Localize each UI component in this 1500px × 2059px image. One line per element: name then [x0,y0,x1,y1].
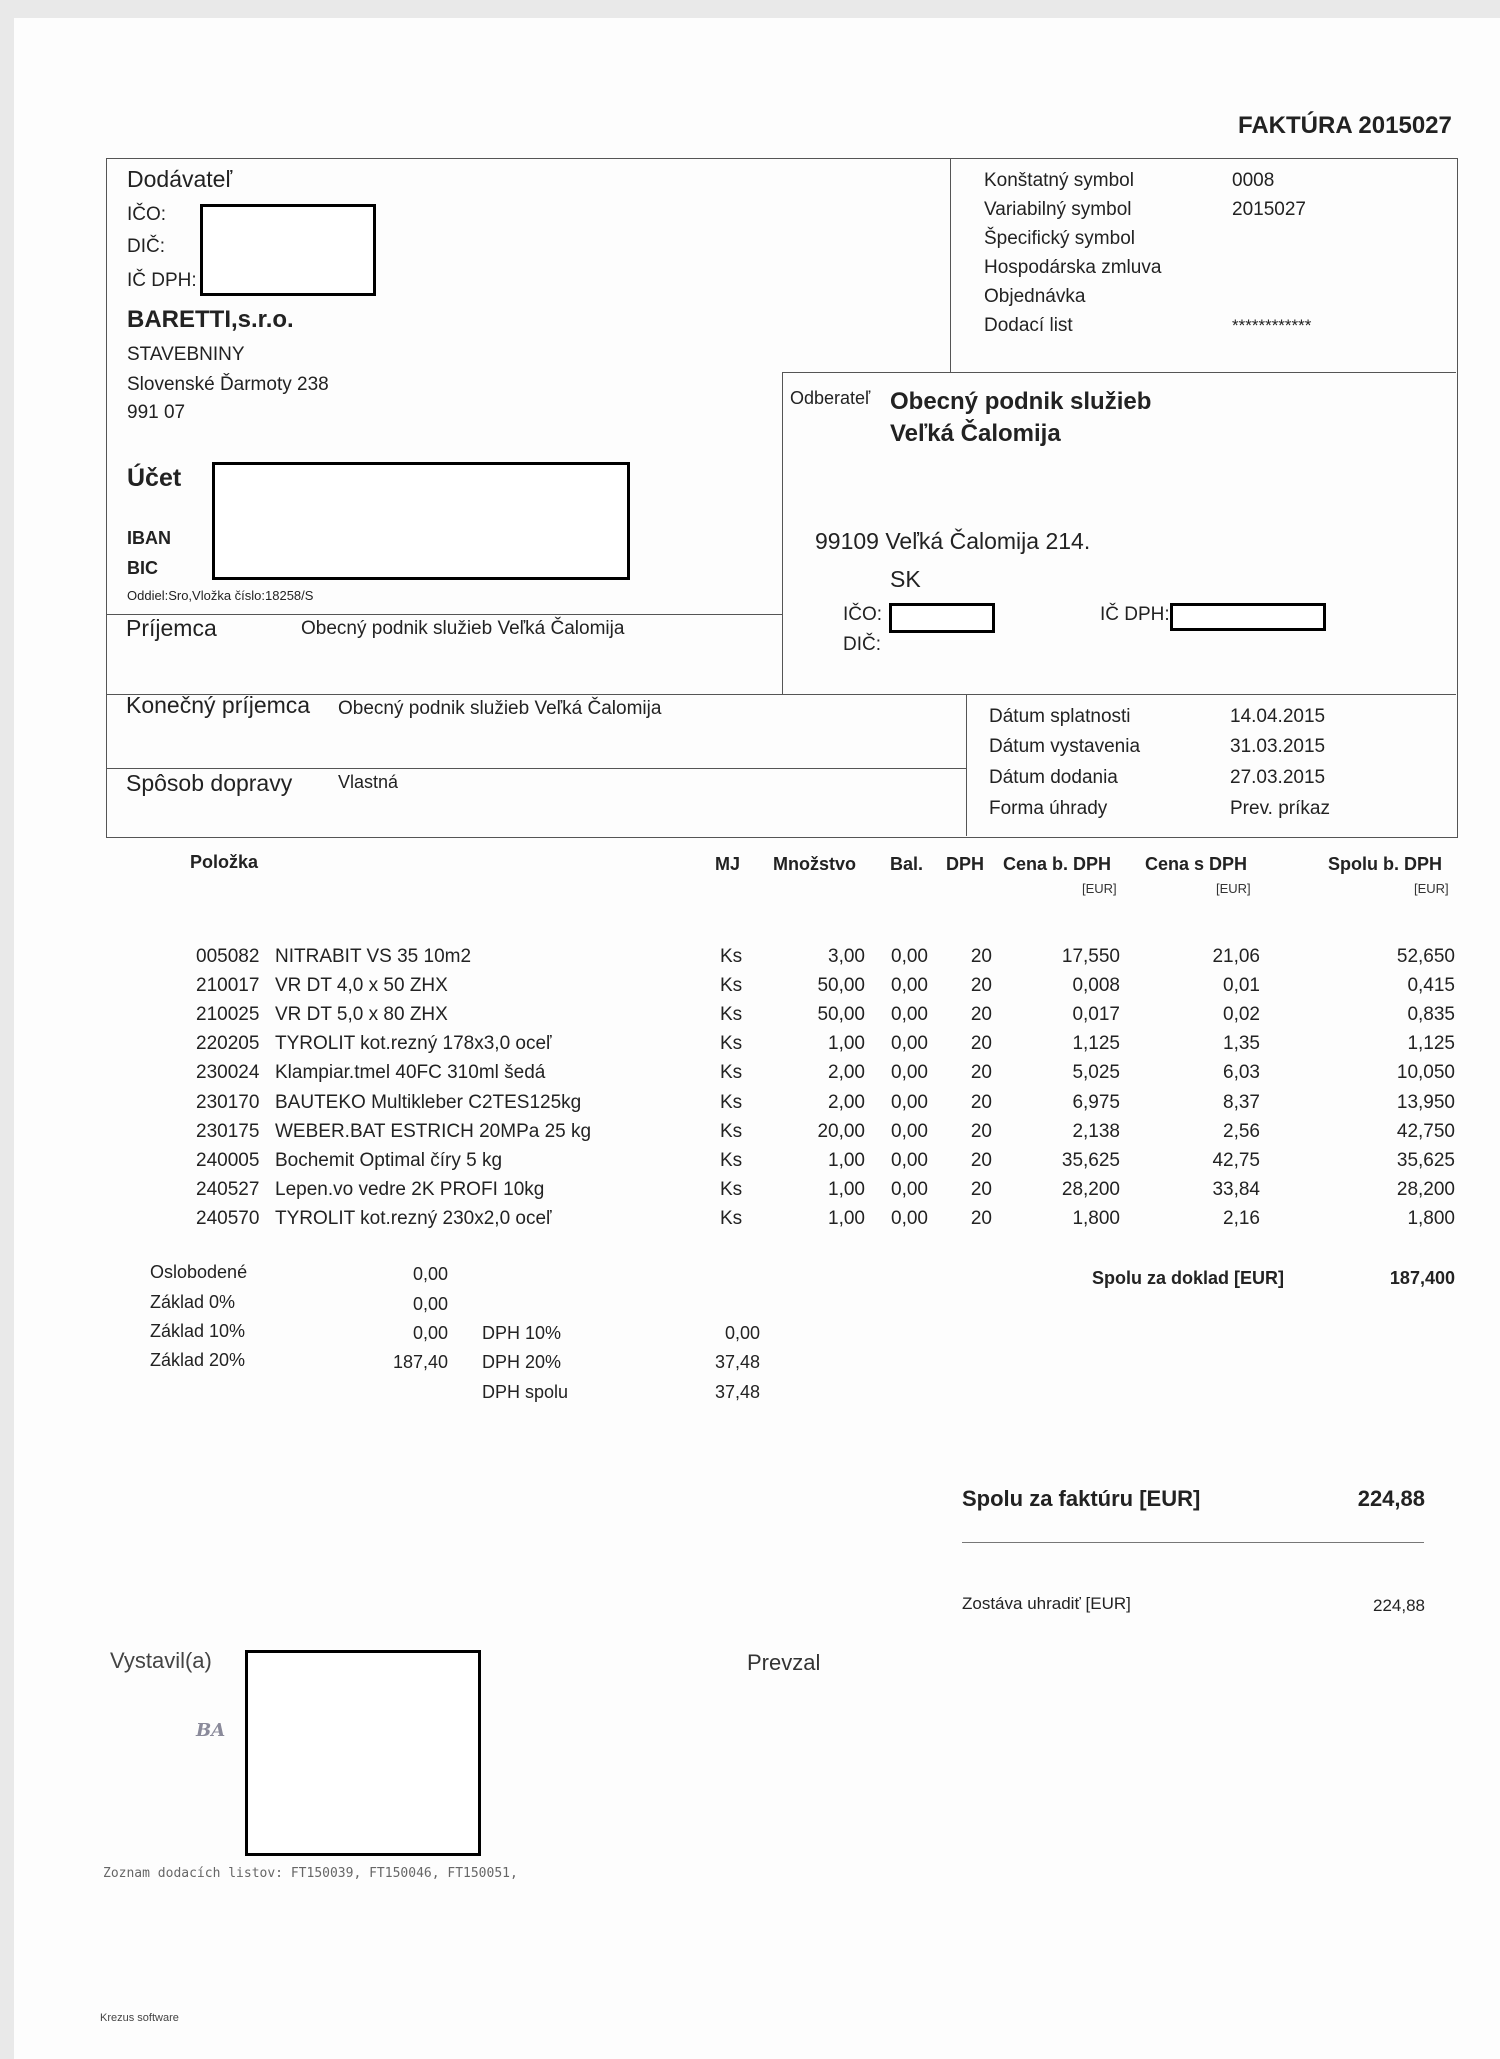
cell-mj: Ks [720,1178,743,1200]
cell-name: Lepen.vo vedre 2K PROFI 10kg [275,1178,545,1200]
header-eur: [EUR] [1216,881,1251,896]
redacted-customer-ico [889,603,995,633]
cell-price-ex: 35,625 [1061,1149,1120,1171]
cell-qty: 1,00 [828,1178,865,1200]
header-qty: Množstvo [773,854,856,874]
cell-bal: 0,00 [891,1033,928,1055]
symbol-label: Špecifický symbol [984,228,1135,249]
redacted-customer-icdph [1170,603,1326,631]
cell-total: 0,835 [1407,1004,1455,1026]
cell-bal: 0,00 [891,1207,928,1229]
cell-price-inc: 0,01 [1223,975,1260,997]
cell-mj: Ks [720,1062,743,1084]
stamp-fragment: BA [196,1720,226,1741]
cell-code: 240005 [196,1149,260,1171]
cell-bal: 0,00 [891,1062,928,1084]
redacted-account [212,462,630,580]
doc-total-label: Spolu za doklad [EUR] [1092,1268,1285,1288]
table-row [0,1179,1500,1208]
software-credit: Krezus software [100,2012,179,2024]
date-value: 31.03.2015 [1230,736,1326,757]
customer-country: SK [890,566,921,592]
cell-total: 0,415 [1407,975,1455,997]
table-row [0,1092,1500,1121]
cell-total: 1,800 [1407,1207,1455,1229]
cell-price-ex: 0,008 [1072,975,1120,997]
zaklad10-label: Základ 10% [150,1321,246,1341]
cell-price-inc: 42,75 [1212,1149,1260,1171]
symbol-label: Dodací list [984,315,1073,336]
cell-bal: 0,00 [891,1149,928,1171]
cell-name: NITRABIT VS 35 10m2 [275,946,472,967]
cell-mj: Ks [720,1091,743,1113]
cell-dph: 20 [970,975,992,997]
header-price-ex: Cena b. DPH [1003,854,1112,874]
cell-price-inc: 1,35 [1223,1033,1260,1055]
cell-qty: 50,00 [817,975,865,997]
customer-name1: Obecný podnik služieb [890,388,1152,415]
dph-total-value: 37,48 [714,1382,760,1402]
table-row [0,1208,1500,1237]
table-row [0,946,1500,975]
cell-total: 10,050 [1396,1062,1455,1084]
cell-bal: 0,00 [891,946,928,967]
cell-price-ex: 17,550 [1061,946,1120,967]
cell-price-ex: 0,017 [1072,1004,1120,1026]
table-row [0,1033,1500,1062]
cell-price-inc: 2,16 [1223,1207,1260,1229]
date-value: Prev. príkaz [1230,798,1330,819]
cell-name: VR DT 5,0 x 80 ZHX [275,1004,448,1026]
oslobodene-value: 0,00 [412,1264,448,1284]
customer-label: Odberateľ [790,388,871,408]
header-eur: [EUR] [1414,881,1449,896]
cell-name: VR DT 4,0 x 50 ZHX [275,975,448,997]
zaklad0-value: 0,00 [412,1294,448,1314]
dph10-label: DPH 10% [482,1323,562,1343]
customer-address: 99109 Veľká Čalomija 214. [815,528,1091,554]
cell-code: 005082 [196,946,260,967]
cell-total: 42,750 [1396,1120,1455,1142]
cell-dph: 20 [970,1091,992,1113]
supplier-dic-label: DIČ: [127,236,165,257]
date-value: 14.04.2015 [1230,706,1326,727]
cell-mj: Ks [720,1149,743,1171]
table-row [0,975,1500,1004]
cell-price-ex: 1,800 [1072,1207,1120,1229]
cell-total: 13,950 [1396,1091,1455,1113]
header-bal: Bal. [890,854,924,874]
final-recipient-label: Konečný príjemca [126,692,311,718]
customer-name2: Veľká Čalomija [890,420,1061,447]
cell-name: TYROLIT kot.rezný 178x3,0 oceľ [275,1033,552,1055]
cell-total: 28,200 [1396,1178,1455,1200]
cell-total: 35,625 [1396,1149,1455,1171]
cell-qty: 3,00 [828,946,865,967]
cell-qty: 1,00 [828,1207,865,1229]
invoice-total-value: 224,88 [1357,1486,1425,1511]
cell-code: 230175 [196,1120,260,1142]
header-eur: [EUR] [1082,881,1117,896]
remaining-label: Zostáva uhradiť [EUR] [962,1594,1131,1613]
recipient-value: Obecný podnik služieb Veľká Čalomija [301,618,625,639]
supplier-line2: Slovenské Ďarmoty 238 [127,374,329,395]
supplier-register: Oddiel:Sro,Vložka číslo:18258/S [127,588,314,603]
table-row [0,1004,1500,1033]
symbol-label: Variabilný symbol [984,199,1132,220]
table-row [0,1121,1500,1150]
cell-name: TYROLIT kot.rezný 230x2,0 oceľ [275,1207,552,1229]
dph-total-label: DPH spolu [482,1382,569,1402]
customer-icdph-label: IČ DPH: [1100,604,1170,625]
supplier-heading: Dodávateľ [127,166,233,192]
dph20-value: 37,48 [714,1352,760,1372]
cell-price-inc: 8,37 [1223,1091,1260,1113]
invoice-title: FAKTÚRA 2015027 [1238,112,1452,139]
cell-dph: 20 [970,1004,992,1026]
customer-dic-label: DIČ: [843,634,881,655]
symbol-value: ************ [1232,316,1312,335]
doc-total-value: 187,400 [1389,1268,1455,1288]
symbol-label: Konštatný symbol [984,170,1134,191]
zaklad20-label: Základ 20% [150,1350,246,1370]
cell-code: 230170 [196,1091,260,1113]
issued-by-label: Vystavil(a) [110,1648,212,1673]
account-label: Účet [127,464,182,492]
dph10-value: 0,00 [724,1323,760,1343]
cell-bal: 0,00 [891,975,928,997]
cell-code: 210017 [196,975,260,997]
cell-mj: Ks [720,1120,743,1142]
cell-total: 1,125 [1407,1033,1455,1055]
supplier-name: BARETTI,s.r.o. [127,306,294,333]
cell-name: Bochemit Optimal číry 5 kg [275,1149,503,1171]
cell-mj: Ks [720,975,743,997]
cell-qty: 1,00 [828,1033,865,1055]
cell-mj: Ks [720,1207,743,1229]
symbol-label: Objednávka [984,286,1086,307]
delivery-notes: Zoznam dodacích listov: FT150039, FT150046, FT150051, [103,1866,518,1881]
cell-price-inc: 21,06 [1212,946,1260,967]
zaklad20-value: 187,40 [392,1352,448,1372]
date-label: Dátum dodania [989,767,1118,788]
cell-code: 240527 [196,1178,260,1200]
supplier-icdph-label: IČ DPH: [127,270,197,291]
header-price-inc: Cena s DPH [1145,854,1248,874]
cell-code: 240570 [196,1207,260,1229]
cell-qty: 2,00 [828,1091,865,1113]
cell-qty: 1,00 [828,1149,865,1171]
cell-qty: 50,00 [817,1004,865,1026]
supplier-line3: 991 07 [127,402,186,423]
cell-price-inc: 0,02 [1223,1004,1260,1026]
cell-name: WEBER.BAT ESTRICH 20MPa 25 kg [275,1120,592,1142]
transport-label: Spôsob dopravy [126,770,293,796]
cell-dph: 20 [970,946,992,967]
cell-mj: Ks [720,946,743,967]
cell-bal: 0,00 [891,1178,928,1200]
redacted-signature [245,1650,481,1856]
cell-dph: 20 [970,1033,992,1055]
received-by-label: Prevzal [747,1650,821,1675]
cell-code: 220205 [196,1033,260,1055]
cell-price-ex: 2,138 [1072,1120,1120,1142]
cell-bal: 0,00 [891,1091,928,1113]
date-label: Dátum vystavenia [989,736,1141,757]
customer-ico-label: IČO: [843,604,883,625]
header-dph: DPH [946,854,985,874]
cell-mj: Ks [720,1004,743,1026]
cell-qty: 20,00 [817,1120,865,1142]
cell-bal: 0,00 [891,1120,928,1142]
cell-qty: 2,00 [828,1062,865,1084]
oslobodene-label: Oslobodené [150,1262,248,1282]
table-row [0,1062,1500,1091]
cell-name: Klampiar.tmel 40FC 310ml šedá [275,1062,546,1084]
remaining-value: 224,88 [1373,1596,1425,1615]
recipient-label: Príjemca [126,615,217,641]
cell-dph: 20 [970,1120,992,1142]
cell-name: BAUTEKO Multikleber C2TES125kg [275,1091,582,1113]
cell-price-ex: 28,200 [1061,1178,1120,1200]
invoice-total-label: Spolu za faktúru [EUR] [962,1486,1201,1511]
cell-dph: 20 [970,1207,992,1229]
symbol-value: 2015027 [1232,199,1306,220]
cell-code: 210025 [196,1004,260,1026]
supplier-ico-label: IČO: [127,204,167,225]
cell-dph: 20 [970,1062,992,1084]
cell-dph: 20 [970,1178,992,1200]
supplier-line1: STAVEBNINY [127,344,245,365]
final-recipient-value: Obecný podnik služieb Veľká Čalomija [338,698,662,719]
cell-price-inc: 33,84 [1212,1178,1260,1200]
cell-total: 52,650 [1396,946,1455,967]
bic-label: BIC [127,558,158,578]
header-total-ex: Spolu b. DPH [1328,854,1442,874]
date-label: Dátum splatnosti [989,706,1131,727]
transport-value: Vlastná [338,772,399,792]
cell-price-ex: 5,025 [1072,1062,1120,1084]
cell-code: 230024 [196,1062,260,1084]
cell-bal: 0,00 [891,1004,928,1026]
cell-price-ex: 1,125 [1072,1033,1120,1055]
redacted-supplier-ids [200,204,376,296]
date-value: 27.03.2015 [1230,767,1326,788]
symbol-value: 0008 [1232,170,1275,191]
header-mj: MJ [715,854,741,874]
cell-price-inc: 6,03 [1223,1062,1260,1084]
table-row [0,1150,1500,1179]
date-label: Forma úhrady [989,798,1108,819]
dph20-label: DPH 20% [482,1352,562,1372]
cell-price-ex: 6,975 [1072,1091,1120,1113]
cell-dph: 20 [970,1149,992,1171]
cell-mj: Ks [720,1033,743,1055]
cell-price-inc: 2,56 [1223,1120,1260,1142]
symbol-label: Hospodárska zmluva [984,257,1162,278]
header-item: Položka [190,852,259,872]
iban-label: IBAN [127,528,171,548]
zaklad10-value: 0,00 [412,1323,448,1343]
zaklad0-label: Základ 0% [150,1292,236,1312]
